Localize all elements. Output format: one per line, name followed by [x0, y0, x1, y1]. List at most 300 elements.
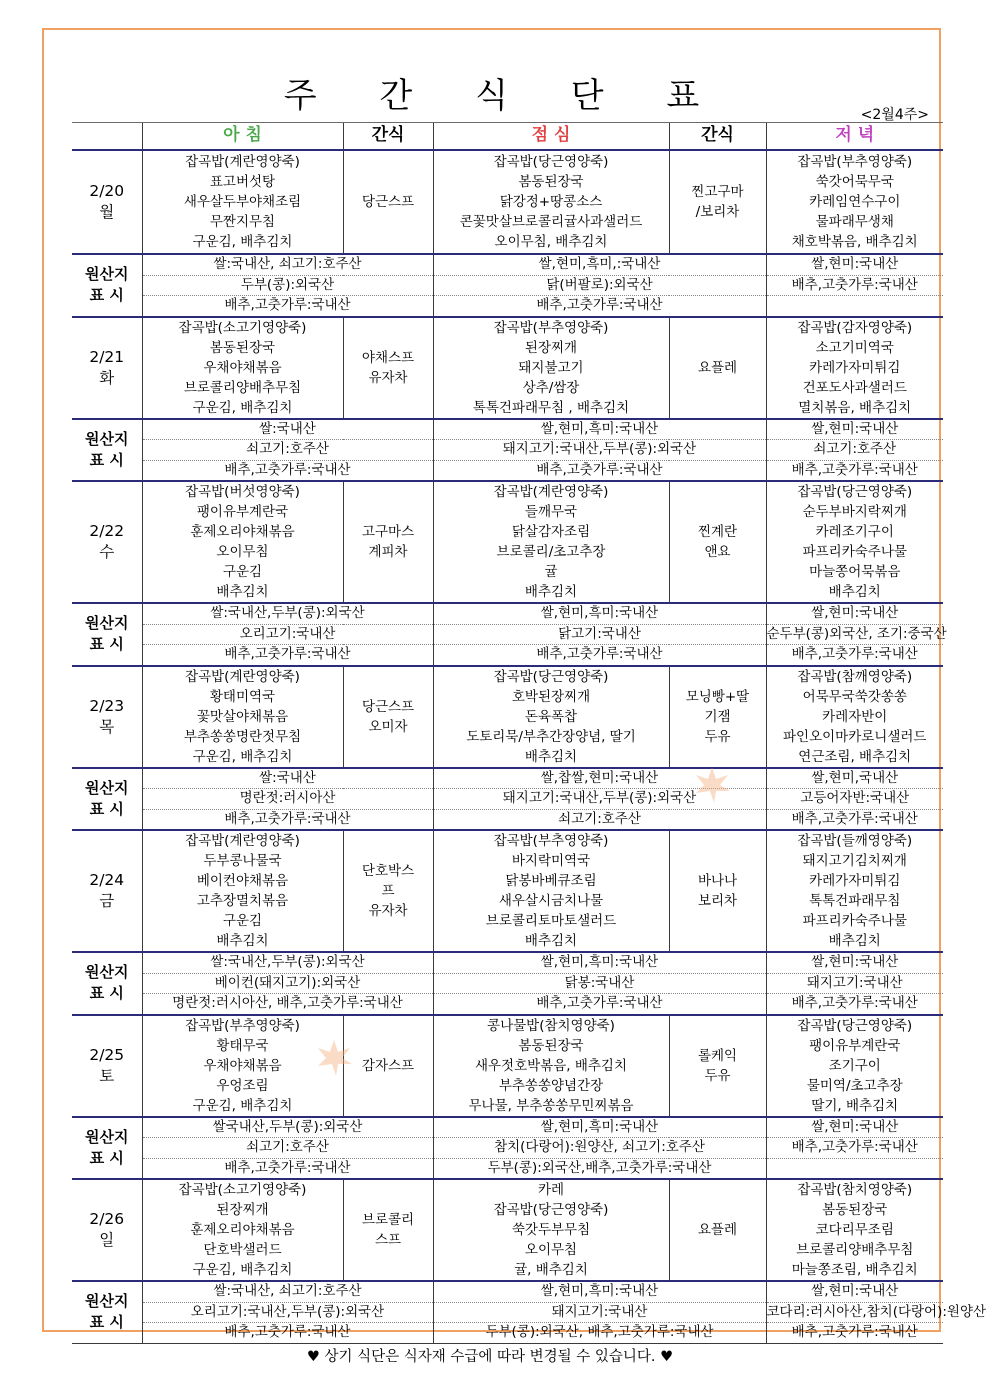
- origin-cell: 쌀,현미,흑미:국내산: [433, 1281, 766, 1302]
- origin-cell: 쌀:국내산: [142, 419, 433, 440]
- menu-line: 요플레: [697, 359, 738, 376]
- origin-label-line2: 표 시: [89, 635, 124, 654]
- meal-lunch: [433, 317, 669, 419]
- menu-line: 배추김치: [828, 584, 881, 600]
- origin-row: [72, 1302, 943, 1323]
- menu-line: 잡곡밥(부추영양죽): [185, 1017, 300, 1034]
- origin-cell: 코다리:러시아산,참치(다랑어):원양산: [766, 1302, 943, 1323]
- origin-cell: 쌀,현미:국내산: [766, 1281, 943, 1302]
- menu-line: 잡곡밥(감자영양죽): [797, 319, 913, 336]
- menu-line: 새우젓호박볶음, 배추김치: [474, 1057, 628, 1074]
- menu-line: 물파래무생채: [815, 214, 894, 230]
- menu-line: 표고버섯탕: [209, 174, 276, 190]
- origin-cell: 배추,고춧가루:국내산: [142, 809, 433, 830]
- origin-cell: 쌀,현미,흑미:국내산: [433, 603, 766, 624]
- origin-cell: 오리고기:국내산: [142, 624, 433, 645]
- origin-cell: 닭(버팔로):외국산: [433, 275, 766, 296]
- origin-cell: 돼지고기:국내산: [766, 973, 943, 994]
- origin-cell: 배추,고춧가루:국내산: [766, 994, 943, 1015]
- origin-label: [72, 1281, 142, 1343]
- origin-cell: 쇠고기:호주산: [142, 1138, 433, 1159]
- menu-line: 닭살감자조림: [511, 524, 591, 540]
- menu-line: 기잼: [704, 708, 731, 725]
- menu-frame: [42, 28, 986, 1340]
- origin-cell: 배추,고춧가루:국내산: [766, 460, 943, 481]
- origin-row: [72, 296, 943, 317]
- day-row: [72, 1015, 943, 1117]
- menu-line: 단호박샐러드: [203, 1242, 282, 1258]
- menu-line: 무짠지무침: [209, 214, 276, 230]
- day-date: 2/23: [89, 696, 125, 715]
- meal-snack1: [343, 1179, 433, 1281]
- menu-line: 구운김: [222, 913, 263, 929]
- menu-line: 두부콩나물국: [203, 853, 282, 869]
- menu-line: 쑥갓어묵무국: [815, 174, 894, 190]
- menu-line: 파프리카숙주나물: [802, 544, 907, 560]
- meal-dinner: [766, 481, 943, 603]
- origin-cell: [766, 1158, 943, 1179]
- menu-line: 잡곡밥(소고기영양죽): [178, 1182, 307, 1198]
- menu-line: 우채야채볶음: [203, 1057, 282, 1074]
- menu-line: 된장찌개: [216, 1202, 269, 1218]
- menu-line: 카레자반이: [822, 708, 888, 725]
- origin-cell: 두부(콩):외국산: [142, 275, 433, 296]
- day-cell: [72, 481, 142, 603]
- menu-line: 쑥갓두부무침: [511, 1222, 591, 1238]
- day-of-week: 월: [99, 203, 115, 221]
- menu-line: 배추김치: [524, 933, 578, 949]
- menu-line: 닭봉바베큐조림: [505, 873, 597, 889]
- menu-line: 부추쏭쏭양념간장: [498, 1077, 604, 1094]
- origin-cell: 쌀,현미,국내산: [766, 768, 943, 789]
- day-date: 2/25: [89, 1045, 125, 1064]
- menu-table: [72, 122, 986, 1344]
- origin-label: [72, 419, 142, 482]
- origin-label-line2: 표 시: [89, 984, 124, 1003]
- maple-leaf-icon: [314, 1038, 354, 1078]
- origin-label-line2: 표 시: [89, 1148, 124, 1167]
- menu-line: 황태무국: [216, 1037, 269, 1054]
- menu-line: 배추김치: [216, 933, 269, 949]
- origin-row: [72, 645, 943, 666]
- menu-line: 바나나: [697, 873, 738, 889]
- origin-cell: 배추,고춧가루:국내산: [142, 1323, 433, 1344]
- menu-line: 돈육폭찹: [524, 708, 578, 725]
- origin-row: [72, 789, 943, 810]
- origin-label-line1: 원산지: [85, 265, 129, 284]
- menu-line: 우채야채볶음: [203, 359, 282, 376]
- menu-line: 건포도사과샐러드: [802, 379, 907, 396]
- menu-line: 파인오이마카로니샐러드: [783, 728, 927, 745]
- meal-snack2: [669, 150, 766, 254]
- menu-line: 찐계란: [697, 524, 738, 540]
- meal-lunch: [433, 666, 669, 768]
- menu-line: 잡곡밥(버섯영양죽): [185, 484, 300, 500]
- origin-cell: 쌀,현미:국내산: [766, 254, 943, 275]
- origin-cell: 닭고기:국내산: [433, 624, 766, 645]
- meal-snack1: [343, 666, 433, 768]
- menu-line: 당근스프: [361, 194, 415, 210]
- menu-line: 찐고구마: [691, 184, 744, 200]
- origin-cell: 쌀,현미,흑미:국내산: [433, 419, 766, 440]
- menu-line: 잡곡밥(계란영양죽): [185, 668, 300, 685]
- day-row: [72, 317, 943, 419]
- menu-line: 잡곡밥(소고기영양죽): [178, 319, 307, 336]
- menu-line: 멸치볶음, 배추김치: [798, 399, 912, 416]
- origin-row: [72, 809, 943, 830]
- menu-line: 잡곡밥(계란영양죽): [185, 833, 300, 849]
- menu-line: 마늘쫑어묵볶음: [809, 564, 901, 580]
- menu-line: 콘꽃맛살브로콜리귤사과샐러드: [459, 214, 643, 230]
- origin-cell: 쌀,현미,흑미:국내산: [433, 1117, 766, 1138]
- header-snack2: 간식: [669, 123, 766, 151]
- meal-lunch: [433, 1179, 669, 1281]
- menu-line: 귤, 배추김치: [514, 1262, 588, 1278]
- origin-label: [72, 254, 142, 317]
- menu-line: 고구마스: [361, 524, 415, 540]
- day-cell: [72, 317, 142, 419]
- origin-cell: 돼지고기:국내산,두부(콩):외국산: [433, 440, 766, 461]
- origin-label-line2: 표 시: [89, 450, 124, 469]
- origin-cell: 베이컨(돼지고기):외국산: [142, 973, 433, 994]
- menu-line: 잡곡밥(당근영양죽): [493, 154, 609, 170]
- week-label: <2월4주>: [860, 107, 929, 123]
- meal-breakfast: [142, 1179, 343, 1281]
- day-row: [72, 666, 943, 768]
- meal-breakfast: [142, 150, 343, 254]
- menu-line: 두유: [704, 728, 731, 745]
- menu-line: 보리차: [697, 893, 738, 909]
- menu-line: 야채스프: [361, 349, 415, 366]
- menu-line: 황태미역국: [209, 688, 276, 705]
- meal-dinner: [766, 150, 943, 254]
- menu-line: 잡곡밥(당근영양죽): [493, 668, 609, 685]
- meal-snack2: [669, 481, 766, 603]
- day-date: 2/26: [89, 1210, 125, 1228]
- origin-label-line2: 표 시: [89, 286, 124, 305]
- day-row: [72, 1179, 943, 1281]
- day-cell: [72, 150, 142, 254]
- menu-line: /보리차: [695, 204, 740, 220]
- day-row: [72, 150, 943, 254]
- origin-cell: 배추,고춧가루:국내산: [142, 645, 433, 666]
- meal-snack2: [669, 1179, 766, 1281]
- day-date: 2/24: [89, 871, 125, 889]
- origin-row: [72, 973, 943, 994]
- page-title: 주 간 식 단 표: [283, 76, 726, 116]
- menu-line: 잡곡밥(계란영양죽): [493, 484, 609, 500]
- meal-dinner: [766, 317, 943, 419]
- origin-cell: 배추,고춧가루:국내산: [766, 1138, 943, 1159]
- menu-line: 오미자: [368, 718, 408, 735]
- origin-label-line2: 표 시: [89, 799, 124, 818]
- meal-dinner: [766, 830, 943, 952]
- origin-cell: 쌀,현미,흑미,:국내산: [433, 254, 766, 275]
- menu-line: 유자차: [368, 369, 408, 386]
- menu-line: 잡곡밥(당근영양죽): [797, 1017, 913, 1034]
- origin-row: [72, 419, 943, 440]
- menu-line: 조기구이: [828, 1057, 881, 1074]
- menu-line: 브로콜리양배추무침: [183, 379, 302, 396]
- meal-breakfast: [142, 666, 343, 768]
- meal-snack1: [343, 1015, 433, 1117]
- menu-line: 바지락미역국: [511, 853, 591, 869]
- origin-cell: 배추,고춧가루:국내산: [433, 460, 766, 481]
- day-of-week: 목: [99, 717, 115, 736]
- meal-snack1: [343, 481, 433, 603]
- origin-cell: 배추,고춧가루:국내산: [766, 275, 943, 296]
- origin-cell: 배추,고춧가루:국내산: [142, 1158, 433, 1179]
- meal-lunch: [433, 830, 669, 952]
- origin-row: [72, 952, 943, 973]
- menu-line: 앤요: [704, 544, 731, 560]
- menu-line: 채호박볶음, 배추김치: [791, 234, 918, 250]
- menu-line: 배추김치: [524, 748, 578, 765]
- menu-line: 프: [381, 883, 395, 899]
- origin-cell: 쇠고기:호주산: [142, 440, 433, 461]
- menu-line: 구운김, 배추김치: [192, 748, 293, 765]
- origin-label-line1: 원산지: [85, 963, 129, 982]
- origin-label-line1: 원산지: [85, 429, 129, 448]
- origin-cell: 쌀:국내산, 쇠고기:호주산: [142, 1281, 433, 1302]
- origin-cell: 쌀:국내산, 쇠고기:호주산: [142, 254, 433, 275]
- menu-line: 두유: [704, 1067, 731, 1084]
- menu-line: 도토리묵/부추간장양념, 딸기: [466, 728, 636, 745]
- day-cell: [72, 1179, 142, 1281]
- menu-line: 브로콜리토마토샐러드: [485, 913, 617, 929]
- menu-line: 베이컨야채볶음: [196, 873, 289, 889]
- origin-cell: 배추,고춧가루:국내산: [766, 1323, 943, 1344]
- day-cell: [72, 666, 142, 768]
- menu-line: 팽이유부계란국: [196, 504, 289, 520]
- menu-line: 물미역/초고추장: [806, 1077, 903, 1094]
- menu-line: 당근스프: [361, 698, 415, 715]
- menu-line: 스프: [374, 1232, 402, 1248]
- menu-line: 배추김치: [524, 584, 578, 600]
- origin-label-line1: 원산지: [85, 778, 129, 797]
- menu-line: 유자차: [368, 903, 408, 919]
- origin-cell: 닭봉:국내산: [433, 973, 766, 994]
- origin-row: [72, 275, 943, 296]
- footer-note: ♥ 상기 식단은 식자재 수급에 따라 변경될 수 있습니다. ♥: [306, 1349, 674, 1365]
- day-date: 2/22: [89, 522, 125, 540]
- menu-line: 카레가자미튀김: [809, 873, 901, 889]
- menu-line: 계피차: [368, 544, 408, 560]
- menu-line: 톡톡건파래무침: [809, 893, 901, 909]
- origin-cell: 배추,고춧가루:국내산: [433, 645, 766, 666]
- origin-cell: 배추,고춧가루:국내산: [433, 296, 766, 317]
- menu-line: 마늘쫑조림, 배추김치: [791, 1262, 918, 1278]
- menu-line: 소고기미역국: [815, 339, 894, 356]
- day-of-week: 토: [99, 1066, 115, 1085]
- origin-cell: 배추,고춧가루:국내산: [766, 809, 943, 830]
- menu-line: 돼지고기김치찌개: [802, 853, 907, 869]
- meal-snack2: [669, 1015, 766, 1117]
- menu-line: 팽이유부계란국: [809, 1037, 901, 1054]
- meal-dinner: [766, 666, 943, 768]
- menu-line: 코다리무조림: [815, 1222, 894, 1238]
- origin-cell: 쌀국내산,두부(콩):외국산: [142, 1117, 433, 1138]
- origin-cell: 배추,고춧가루:국내산: [766, 645, 943, 666]
- origin-cell: 고등어자반:국내산: [766, 789, 943, 810]
- origin-cell: 두부(콩):외국산,배추,고춧가루:국내산: [433, 1158, 766, 1179]
- menu-line: 우엉조림: [216, 1077, 269, 1094]
- menu-line: 상추/쌈장: [522, 379, 580, 396]
- meal-lunch: [433, 150, 669, 254]
- menu-line: 봄동된장국: [209, 339, 276, 356]
- menu-line: 구운김, 배추김치: [192, 1097, 293, 1114]
- origin-cell: 배추,고춧가루:국내산: [142, 460, 433, 481]
- day-of-week: 화: [99, 368, 115, 387]
- origin-cell: 쌀,현미:국내산: [766, 1117, 943, 1138]
- origin-cell: 쌀,찹쌀,현미:국내산: [433, 768, 766, 789]
- menu-line: 요플레: [697, 1222, 738, 1238]
- menu-line: 잡곡밥(참깨영양죽): [797, 668, 913, 685]
- menu-line: 새우살두부야채조림: [183, 194, 302, 210]
- menu-line: 브로콜리양배추무침: [796, 1242, 914, 1258]
- meal-snack1: [343, 317, 433, 419]
- menu-line: 닭강정+땅콩소스: [499, 194, 603, 210]
- origin-cell: 배추,고춧가루:국내산: [142, 296, 433, 317]
- menu-line: 구운김, 배추김치: [192, 234, 293, 250]
- day-row: [72, 830, 943, 952]
- menu-line: 구운김: [222, 564, 263, 580]
- origin-label: [72, 952, 142, 1015]
- menu-line: 들깨무국: [524, 504, 578, 520]
- header-dinner: 저 녁: [766, 123, 943, 151]
- origin-label: [72, 603, 142, 666]
- menu-line: 어묵무국쑥갓쏭쏭: [802, 688, 907, 705]
- menu-line: 새우살시금치나물: [498, 893, 604, 909]
- table-header: [72, 123, 943, 151]
- menu-line: 오이무침: [216, 544, 269, 560]
- day-of-week: 일: [99, 1231, 115, 1249]
- origin-label-line1: 원산지: [85, 1292, 129, 1311]
- meal-breakfast: [142, 317, 343, 419]
- menu-line: 봄동된장국: [518, 174, 584, 190]
- menu-line: 고추장멸치볶음: [196, 893, 289, 909]
- origin-label: [72, 768, 142, 831]
- meal-breakfast: [142, 1015, 343, 1117]
- meal-snack2: [669, 666, 766, 768]
- header-empty: [72, 123, 142, 151]
- origin-row: [72, 1323, 943, 1344]
- menu-line: 꽃맛살야채볶음: [196, 708, 289, 725]
- menu-line: 단호박스: [361, 863, 415, 879]
- menu-line: 호박된장찌개: [511, 688, 591, 705]
- meal-snack2: [669, 830, 766, 952]
- meal-breakfast: [142, 830, 343, 952]
- origin-cell: 명란젓:러시아산, 배추,고춧가루:국내산: [142, 994, 433, 1015]
- menu-line: 배추김치: [216, 584, 269, 600]
- origin-cell: 배추,고춧가루:국내산: [433, 994, 766, 1015]
- menu-line: 오이무침: [524, 1242, 578, 1258]
- meal-snack1: [343, 150, 433, 254]
- origin-cell: 쌀,현미:국내산: [766, 952, 943, 973]
- menu-line: 된장찌개: [524, 339, 578, 356]
- day-date: 2/21: [89, 347, 125, 366]
- origin-cell: 쇠고기:호주산: [766, 440, 943, 461]
- origin-row: [72, 1281, 943, 1302]
- menu-line: 귤: [544, 564, 558, 580]
- menu-line: 배추김치: [828, 933, 881, 949]
- origin-row: [72, 603, 943, 624]
- menu-line: 부추쏭쏭명란젓무침: [183, 728, 302, 745]
- menu-line: 카레조기구이: [815, 524, 894, 540]
- origin-cell: 돼지고기:국내산,두부(콩):외국산: [433, 789, 766, 810]
- origin-cell: 쌀:국내산,두부(콩):외국산: [142, 952, 433, 973]
- origin-label-line2: 표 시: [89, 1313, 124, 1332]
- day-cell: [72, 830, 142, 952]
- menu-line: 훈제오리야채볶음: [190, 524, 295, 540]
- menu-line: 모닝빵+딸: [685, 688, 750, 705]
- origin-row: [72, 1117, 943, 1138]
- menu-line: 돼지불고기: [518, 359, 584, 376]
- origin-cell: 쌀,현미:국내산: [766, 419, 943, 440]
- day-of-week: 수: [99, 543, 115, 561]
- meal-snack1: [343, 830, 433, 952]
- origin-row: [72, 254, 943, 275]
- menu-line: 브로콜리/초고추장: [496, 544, 606, 560]
- meal-dinner: [766, 1179, 943, 1281]
- origin-cell: 쇠고기:호주산: [433, 809, 766, 830]
- menu-line: 톡톡건파래무침 , 배추김치: [472, 399, 630, 416]
- origin-label-line1: 원산지: [85, 614, 129, 633]
- meal-lunch: [433, 1015, 669, 1117]
- origin-label: [72, 1117, 142, 1180]
- menu-line: 카레: [537, 1182, 565, 1198]
- origin-row: [72, 1158, 943, 1179]
- day-of-week: 금: [99, 892, 115, 910]
- meal-lunch: [433, 481, 669, 603]
- origin-cell: 쌀:국내산,두부(콩):외국산: [142, 603, 433, 624]
- menu-line: 봄동된장국: [822, 1202, 888, 1218]
- origin-cell: 명란젓:러시아산: [142, 789, 433, 810]
- menu-line: 잡곡밥(부추영양죽): [493, 319, 609, 336]
- menu-line: 잡곡밥(부추영양죽): [493, 833, 609, 849]
- menu-line: 잡곡밥(부추영양죽): [797, 154, 913, 170]
- menu-line: 봄동된장국: [518, 1037, 584, 1054]
- origin-cell: 두부(콩):외국산, 배추,고춧가루:국내산: [433, 1323, 766, 1344]
- menu-line: 롤케익: [697, 1047, 738, 1064]
- origin-row: [72, 994, 943, 1015]
- menu-line: 브로콜리: [361, 1212, 415, 1228]
- meal-dinner: [766, 1015, 943, 1117]
- origin-cell: 쌀,현미,흑미:국내산: [433, 952, 766, 973]
- day-cell: [72, 1015, 142, 1117]
- origin-cell: 쌀:국내산: [142, 768, 433, 789]
- day-date: 2/20: [89, 182, 125, 200]
- header-breakfast: 아 침: [142, 123, 343, 151]
- menu-line: 구운김, 배추김치: [192, 1262, 293, 1278]
- menu-line: 카레임연수구이: [809, 194, 901, 210]
- origin-row: [72, 768, 943, 789]
- origin-row: [72, 460, 943, 481]
- origin-cell: 쌀,현미:국내산: [766, 603, 943, 624]
- menu-line: 잡곡밥(계란영양죽): [185, 154, 300, 170]
- menu-line: 감자스프: [361, 1057, 415, 1074]
- origin-row: [72, 624, 943, 645]
- origin-cell: 돼지고기:국내산: [433, 1302, 766, 1323]
- menu-line: 훈제오리야채볶음: [190, 1222, 295, 1238]
- origin-cell: 오리고기:국내산,두부(콩):외국산: [142, 1302, 433, 1323]
- header-lunch: 점 심: [433, 123, 669, 151]
- origin-row: [72, 1138, 943, 1159]
- origin-label-line1: 원산지: [85, 1127, 129, 1146]
- menu-line: 무나물, 부추쏭쏭무민찌볶음: [468, 1097, 634, 1114]
- origin-cell: [766, 296, 943, 317]
- menu-line: 파프리카숙주나물: [802, 913, 907, 929]
